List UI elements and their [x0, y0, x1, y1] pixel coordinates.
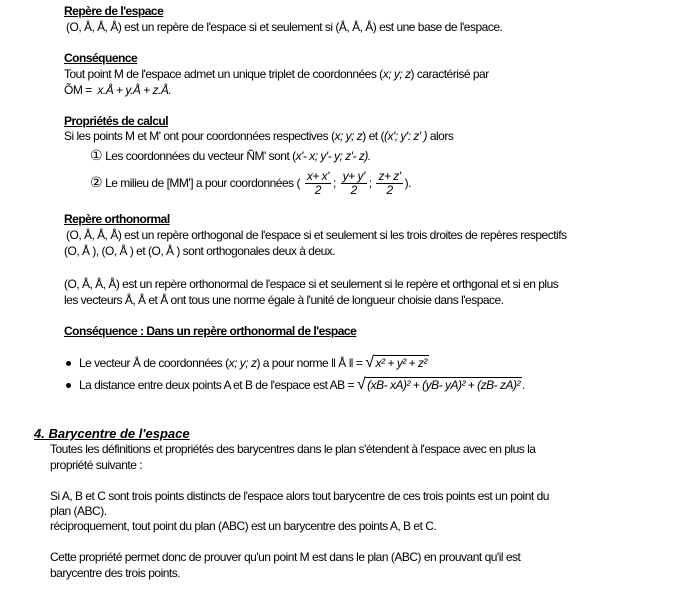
bullet2-end: . [521, 378, 525, 392]
section-heading-repere: Repère de l'espace [64, 4, 164, 18]
barycentre-p3-line2: barycentre des trois points. [50, 566, 181, 580]
orthonormal-line4: les vecteurs Å, Å et Å ont tous une norme égale à l'unité de longueur choisie dans l'espace. [64, 293, 504, 307]
square-root-icon: √ [365, 354, 374, 371]
proprietes-xyz2: (x'; y': z' ) [383, 129, 427, 143]
bullet1-text-a: Le vecteur Å de coordonnées ( [79, 356, 229, 370]
bullet-distance [64, 377, 525, 393]
proprietes-text-c: alors [427, 129, 454, 143]
section-heading-consequence-orthonormal: Conséquence : Dans un repère orthonormal de l'espace [64, 324, 357, 338]
formula-rhs: x.Å + y.Å + z.Å. [97, 83, 172, 97]
square-root-icon: √ [356, 376, 366, 393]
barycentre-p2-line2: plan (ABC). [50, 504, 107, 518]
propriete-item-2 [90, 168, 411, 197]
section-heading-proprietes: Propriétés de calcul [64, 114, 169, 128]
repere-definition: (O, Å, Å, Å) est un repère de l'espace si et seulement si (Å, Å, Å) est une base de l'espace. [66, 20, 503, 34]
fraction-y: $\frac{y+ y'}{2}$ [342, 169, 365, 198]
norme-radicand: x² + y² + z² [375, 356, 427, 370]
propriete-item-1 [90, 148, 371, 164]
barycentre-p1-line2: propriété suivante : [50, 458, 143, 472]
bullet2-text-a: La distance entre deux points A et B de l'espace est AB = [79, 378, 354, 392]
section-heading-orthonormal: Repère orthonormal [64, 212, 170, 226]
item1-text-b: x'- x; y'- y; z'- z). [295, 149, 371, 163]
orthonormal-line3: (O, Å, Å, Å) est un repère orthonormal de l'espace si et seulement si le repère et orthgonal et si en plus [64, 277, 559, 291]
bullet-icon [66, 361, 71, 366]
separator-2: ; [368, 176, 372, 190]
proprietes-text-b: ) et ( [362, 129, 384, 143]
distance-radicand: (xB- xA)² + (yB- yA)² + (zB- zA)² [367, 378, 520, 392]
orthonormal-line2: (O, Å ), (O, Å ) et (O, Å ) sont orthogonales deux à deux. [64, 244, 336, 258]
barycentre-p1-line1: Toutes les définitions et propriétés des barycentres dans le plan s'étendent à l'espace avec en plus la [50, 442, 536, 456]
consequence-xyz: x; y; z [382, 67, 411, 81]
proprietes-line1 [64, 129, 453, 144]
barycentre-p2-line3: réciproquement, tout point du plan (ABC) est un barycentre des points A, B et C. [50, 519, 437, 533]
section-heading-barycentre: 4. Barycentre de l'espace [34, 426, 190, 441]
item2-close: ). [404, 176, 411, 190]
consequence-text-a: Tout point M de l'espace admet un unique triplet de coordonnées ( [64, 67, 383, 81]
circled-two-icon: ② [90, 174, 103, 190]
bullet-norme [64, 355, 429, 371]
section-heading-consequence: Conséquence [64, 51, 138, 65]
item1-text-a: Les coordonnées du vecteur ÑM' sont ( [105, 149, 296, 163]
separator-1: ; [332, 176, 336, 190]
bullet1-text-b: ) a pour norme ‖ Å ‖ = [256, 356, 363, 370]
formula-om: ÕM = [64, 83, 95, 97]
consequence-text-b: ) caractérisé par [410, 67, 489, 81]
consequence-line1 [64, 67, 489, 82]
orthonormal-line1: (O, Å, Å, Å) est un repère orthogonal de l'espace si et seulement si les trois droites de repères respectifs [66, 228, 567, 242]
barycentre-p2-line1: Si A, B et C sont trois points distincts de l'espace alors tout barycentre de ces trois points est un point du [50, 489, 549, 503]
fraction-z: $\frac{z+ z'}{2}$ [378, 169, 401, 198]
circled-one-icon: ① [90, 147, 103, 163]
consequence-formula [64, 83, 171, 98]
bullet1-xyz: x; y; z [228, 356, 257, 370]
bullet-icon [66, 383, 71, 388]
barycentre-p3-line1: Cette propriété permet donc de prouver qu'un point M est dans le plan (ABC) en prouvant qu'il est [50, 550, 521, 564]
fraction-x: $\frac{x+ x'}{2}$ [306, 169, 329, 198]
proprietes-text-a: Si les points M et M' ont pour coordonnées respectives ( [64, 129, 335, 143]
proprietes-xyz: x; y; z [334, 129, 363, 143]
item2-text-a: Le milieu de [MM'] a pour coordonnées ( [105, 176, 300, 190]
